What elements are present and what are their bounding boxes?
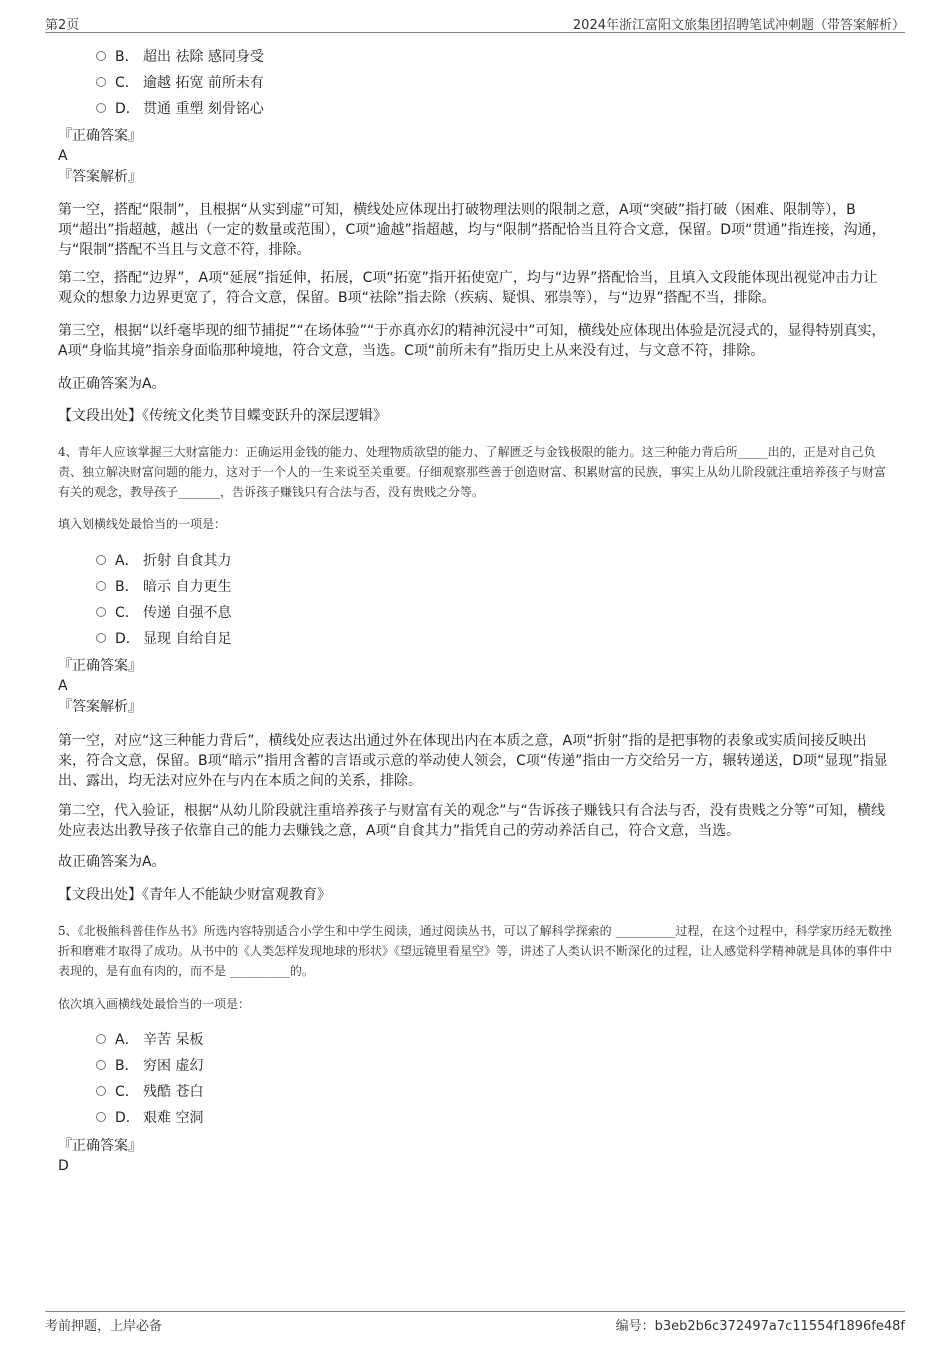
q4-analysis-paragraph: 第二空，代入验证，根据“从幼儿阶段就注重培养孩子与财富有关的观念”与“告诉孩子赚钱只有合法与否，没有贵贱之分等”可知，横线处应表达出教导孩子依靠自己的能力去赚钱之意，A项“自食其力”指凭自己的劳动养活自己，符合文意，当选。 xyxy=(58,803,886,839)
q4-answer-label: 『正确答案』 xyxy=(58,658,142,674)
page-number: 第2页 xyxy=(45,18,80,33)
radio-icon[interactable] xyxy=(96,581,106,591)
radio-icon[interactable] xyxy=(96,1060,106,1070)
q4-prompt: 填入划横线处最恰当的一项是： xyxy=(58,517,227,531)
q5-option-d[interactable]: D． 艰难 空洞 xyxy=(96,1108,203,1128)
q4-option-a[interactable]: A． 折射 自食其力 xyxy=(96,551,231,571)
q3-analysis-paragraph: 第三空，根据“以纤毫毕现的细节捕捉”“在场体验”“于亦真亦幻的精神沉浸中”可知，横线处应体现出体验是沉浸式的，显得特别真实，A项“身临其境”指亲身面临那种境地，符合文意，当选。C项“前所未有”指历史上从来没有过，与文意不符，排除。 xyxy=(58,323,886,359)
q4-stem: 4、青年人应该掌握三大财富能力：正确运用金钱的能力、处理物质欲望的能力、了解匮乏与金钱极限的能力。这三种能力背后所_____出的，正是对自己负责、独立解决财富问题的能力，这对于一个人的一生来说至关重要。仔细观察那些善于创造财富、积累财富的民族，事实上从幼儿阶段就注重培养孩子与财富有关的观念，教导孩子_______，告诉孩子赚钱只有合法与否，没有贵贱之分等。 xyxy=(58,445,887,499)
q5-option-a[interactable]: A． 辛苦 呆板 xyxy=(96,1030,203,1050)
document-id: 编号：b3eb2b6c372497a7c11554f1896fe48f xyxy=(615,1319,905,1334)
q4-option-d[interactable]: D． 显现 自给自足 xyxy=(96,629,231,649)
q3-answer-label: 『正确答案』 xyxy=(58,128,142,144)
q5-option-c[interactable]: C． 残酷 苍白 xyxy=(96,1082,203,1102)
radio-icon[interactable] xyxy=(96,1112,106,1122)
radio-icon[interactable] xyxy=(96,555,106,565)
q3-answer: A xyxy=(58,148,68,164)
radio-icon[interactable] xyxy=(96,77,106,87)
q5-option-b[interactable]: B． 穷困 虚幻 xyxy=(96,1056,203,1076)
q3-option-b[interactable]: B． 超出 祛除 感同身受 xyxy=(96,47,264,67)
q4-source: 【文段出处】《青年人不能缺少财富观教育》 xyxy=(58,887,331,903)
radio-icon[interactable] xyxy=(96,607,106,617)
q3-conclusion: 故正确答案为A。 xyxy=(58,376,166,392)
q5-answer-label: 『正确答案』 xyxy=(58,1138,142,1154)
q4-answer: A xyxy=(58,678,68,694)
q4-analysis-paragraph: 第一空，对应“这三种能力背后”，横线处应表达出通过外在体现出内在本质之意，A项“折射”指的是把事物的表象或实质间接反映出来，符合文意，保留。B项“暗示”指用含蓄的言语或示意的举动使人领会，C项“传递”指由一方交给另一方，辗转递送，D项“显现”指显出、露出，均无法对应外在与内在本质之间的关系，排除。 xyxy=(58,733,888,789)
radio-icon[interactable] xyxy=(96,1034,106,1044)
page-footer xyxy=(45,1311,905,1334)
q3-option-c[interactable]: C． 逾越 拓宽 前所未有 xyxy=(96,73,264,93)
q3-analysis-label: 『答案解析』 xyxy=(58,169,142,185)
document-title: 2024年浙江富阳文旅集团招聘笔试冲刺题（带答案解析） xyxy=(572,18,905,33)
footer-slogan: 考前押题，上岸必备 xyxy=(45,1319,163,1334)
q4-option-c[interactable]: C． 传递 自强不息 xyxy=(96,603,231,623)
radio-icon[interactable] xyxy=(96,633,106,643)
radio-icon[interactable] xyxy=(96,103,106,113)
q3-source: 【文段出处】《传统文化类节目蝶变跃升的深层逻辑》 xyxy=(58,408,387,424)
q4-analysis-label: 『答案解析』 xyxy=(58,699,142,715)
q5-answer: D xyxy=(58,1158,69,1174)
radio-icon[interactable] xyxy=(96,51,106,61)
page-header xyxy=(45,14,905,33)
q3-analysis-paragraph: 第一空，搭配“限制”，且根据“从实到虚”可知，横线处应体现出打破物理法则的限制之意，A项“突破”指打破（困难、限制等），B项“超出”指超越，越出（一定的数量或范围），C项“逾越”指超越，均与“限制”搭配恰当且符合文意，保留。D项“贯通”指连接，沟通，与“限制”搭配不当且与文意不符，排除。 xyxy=(58,202,886,258)
q3-option-d[interactable]: D． 贯通 重塑 刻骨铭心 xyxy=(96,99,264,119)
q5-stem: 5、《北极熊科普佳作丛书》所选内容特别适合小学生和中学生阅读，通过阅读丛书，可以了解科学探索的 __________过程，在这个过程中，科学家历经无数挫折和磨难才取得了成功。从书中的《人类怎样发现地球的形状》《望远镜里看星空》等，讲述了人类认识不断深化的过程，让人感觉科学精神就是具体的事件中表现的，是有血有肉的，而不是 __________的。 xyxy=(58,924,893,978)
radio-icon[interactable] xyxy=(96,1086,106,1096)
q5-prompt: 依次填入画横线处最恰当的一项是： xyxy=(58,997,251,1011)
q3-analysis-paragraph: 第二空，搭配“边界”，A项“延展”指延伸，拓展，C项“拓宽”指开拓使宽广，均与“边界”搭配恰当，且填入文段能体现出视觉冲击力让观众的想象力边界更宽了，符合文意，保留。B项“祛除”指去除（疾病、疑惧、邪祟等），与“边界”搭配不当，排除。 xyxy=(58,270,878,306)
q4-conclusion: 故正确答案为A。 xyxy=(58,854,166,870)
q4-option-b[interactable]: B． 暗示 自力更生 xyxy=(96,577,231,597)
